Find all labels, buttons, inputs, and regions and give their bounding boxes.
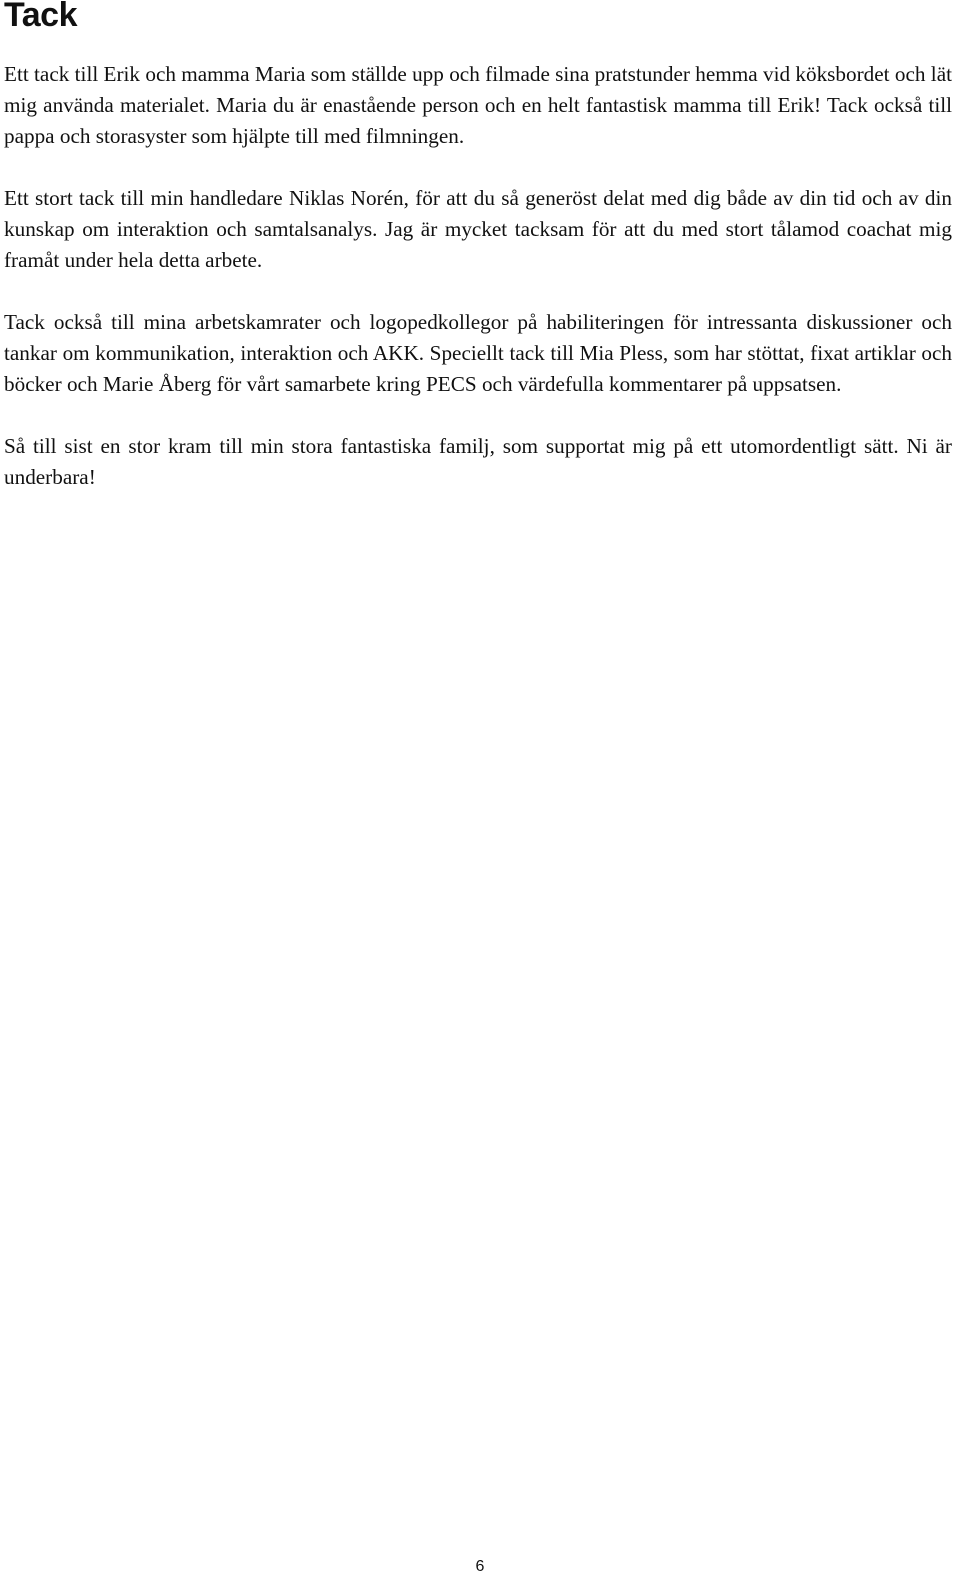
paragraph-supervisor-thanks: Ett stort tack till min handledare Niklas Norén, för att du så generöst delat med dig både av din tid och av din kunskap om interaktion och samtalsanalys. Jag är mycket tacksam för att du med stort tålamod coachat mig framåt under hela detta arbete. bbox=[4, 186, 952, 272]
paragraph-family-thanks: Ett tack till Erik och mamma Maria som ställde upp och filmade sina pratstunder hemma vid köksbordet och lät mig använda materialet. Maria du är enastående person och en helt fantastisk mamma till Erik! Tack också till pappa och storasyster som hjälpte till med filmningen. bbox=[4, 62, 952, 148]
paragraph-closing-thanks: Så till sist en stor kram till min stora fantastiska familj, som supportat mig på ett utomordentligt sätt. Ni är underbara! bbox=[4, 434, 952, 489]
page-heading: Tack bbox=[4, 0, 77, 34]
page-number: 6 bbox=[475, 1558, 485, 1575]
paragraph-colleagues-thanks: Tack också till mina arbetskamrater och logopedkollegor på habiliteringen för intressanta diskussioner och tankar om kommunikation, interaktion och AKK. Speciellt tack till Mia Pless, som har stöttat, fixat artiklar och böcker och Marie Åberg för vårt samarbete kring PECS och värdefulla kommentarer på uppsatsen. bbox=[4, 310, 952, 396]
